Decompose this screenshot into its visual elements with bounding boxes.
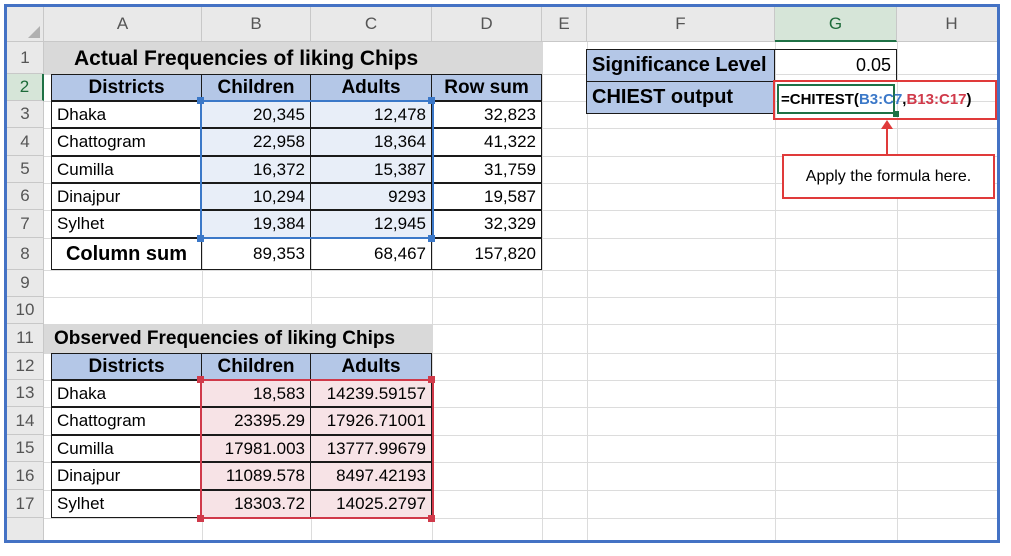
observed-children-cell[interactable]: 18,583 [201,380,311,407]
gridline-h-9 [44,270,1000,271]
actual-column-sum-total[interactable]: 157,820 [431,238,542,270]
observed-children-cell[interactable]: 17981.003 [201,435,311,462]
formula-range-2: B13:C17 [906,90,967,108]
actual-adults-cell[interactable]: 9293 [310,183,432,210]
actual-district-cell[interactable]: Dhaka [51,101,202,128]
observed-adults-cell[interactable]: 14025.2797 [310,490,432,518]
row-header-6[interactable]: 6 [7,183,44,210]
row-header-9[interactable]: 9 [7,270,44,297]
column-header-g[interactable]: G [775,7,897,42]
actual-children-cell[interactable]: 10,294 [201,183,311,210]
formula-highlight-box [773,80,997,120]
spreadsheet-frame [4,4,1000,543]
actual-adults-cell[interactable]: 12,945 [310,210,432,238]
observed-district-cell[interactable]: Sylhet [51,490,202,518]
actual-header-children[interactable]: Children [201,74,311,101]
actual-children-cell[interactable]: 16,372 [201,156,311,183]
actual-adults-cell[interactable]: 18,364 [310,128,432,156]
column-header-h[interactable]: H [897,7,1000,42]
range-handle-icon[interactable] [428,376,435,383]
actual-children-cell[interactable]: 19,384 [201,210,311,238]
actual-adults-cell[interactable]: 15,387 [310,156,432,183]
row-header-7[interactable]: 7 [7,210,44,238]
observed-table-title[interactable]: Observed Frequencies of liking Chips [44,324,433,354]
observed-district-cell[interactable]: Cumilla [51,435,202,462]
actual-column-sum-label[interactable]: Column sum [51,238,202,270]
actual-column-sum-adults[interactable]: 68,467 [310,238,432,270]
row-header-13[interactable]: 13 [7,380,44,407]
actual-row-sum-cell[interactable]: 31,759 [431,156,542,183]
annotation-callout [782,154,995,199]
annotation-text: Apply the formula here. [805,167,972,185]
range-highlight-b3-c7 [200,100,434,239]
row-header-12[interactable]: 12 [7,353,44,380]
range-handle-icon[interactable] [428,235,435,242]
row-header-4[interactable]: 4 [7,128,44,156]
observed-district-cell[interactable]: Chattogram [51,407,202,435]
significance-label[interactable]: Significance Level [586,49,775,82]
range-handle-icon[interactable] [197,97,204,104]
range-highlight-b13-c17 [200,379,434,519]
observed-header-districts[interactable]: Districts [51,353,202,380]
observed-children-cell[interactable]: 18303.72 [201,490,311,518]
row-header-15[interactable]: 15 [7,435,44,462]
formula-suffix: ) [966,90,972,108]
row-header-1[interactable]: 1 [7,42,44,74]
row-header-10[interactable]: 10 [7,297,44,324]
actual-adults-cell[interactable]: 12,478 [310,101,432,128]
column-header-a[interactable]: A [44,7,202,42]
actual-row-sum-cell[interactable]: 41,322 [431,128,542,156]
row-header-11[interactable]: 11 [7,324,44,353]
actual-row-sum-cell[interactable]: 32,329 [431,210,542,238]
observed-district-cell[interactable]: Dinajpur [51,462,202,490]
column-header-d[interactable]: D [432,7,542,42]
range-handle-icon[interactable] [197,515,204,522]
column-header-e[interactable]: E [542,7,587,42]
gridline-h-10 [44,297,1000,298]
range-handle-icon[interactable] [428,97,435,104]
actual-header-adults[interactable]: Adults [310,74,432,101]
range-handle-icon[interactable] [428,515,435,522]
row-header-16[interactable]: 16 [7,462,44,490]
actual-row-sum-cell[interactable]: 19,587 [431,183,542,210]
formula-prefix: =CHITEST( [781,90,859,108]
actual-district-cell[interactable]: Chattogram [51,128,202,156]
row-header-3[interactable]: 3 [7,101,44,128]
gridline-h-18 [44,518,1000,519]
gridline-v-f [587,42,588,543]
select-all-corner[interactable] [7,7,44,42]
observed-adults-cell[interactable]: 17926.71001 [310,407,432,435]
observed-children-cell[interactable]: 11089.578 [201,462,311,490]
observed-adults-cell[interactable]: 14239.59157 [310,380,432,407]
observed-district-cell[interactable]: Dhaka [51,380,202,407]
row-header-5[interactable]: 5 [7,156,44,183]
column-header-c[interactable]: C [311,7,432,42]
range-handle-icon[interactable] [197,376,204,383]
row-header-2[interactable]: 2 [7,74,44,101]
observed-header-children[interactable]: Children [201,353,311,380]
chitest-label[interactable]: CHIEST output [586,81,775,114]
actual-column-sum-children[interactable]: 89,353 [201,238,311,270]
row-header-18-partial[interactable] [7,518,44,543]
row-header-14[interactable]: 14 [7,407,44,435]
significance-value[interactable]: 0.05 [774,49,897,82]
actual-district-cell[interactable]: Dinajpur [51,183,202,210]
range-handle-icon[interactable] [197,235,204,242]
observed-adults-cell[interactable]: 8497.42193 [310,462,432,490]
actual-header-row-sum[interactable]: Row sum [431,74,542,101]
column-header-b[interactable]: B [202,7,311,42]
select-all-triangle-icon [28,26,40,38]
actual-district-cell[interactable]: Sylhet [51,210,202,238]
actual-row-sum-cell[interactable]: 32,823 [431,101,542,128]
formula-separator: , [902,90,907,108]
observed-adults-cell[interactable]: 13777.99679 [310,435,432,462]
actual-district-cell[interactable]: Cumilla [51,156,202,183]
row-header-8[interactable]: 8 [7,238,44,270]
row-header-17[interactable]: 17 [7,490,44,518]
actual-table-title[interactable]: Actual Frequencies of liking Chips [44,42,543,75]
actual-children-cell[interactable]: 20,345 [201,101,311,128]
formula-range-1: B3:C7 [858,90,903,108]
gridline-v-e [542,42,543,543]
column-header-f[interactable]: F [587,7,775,42]
observed-children-cell[interactable]: 23395.29 [201,407,311,435]
observed-header-adults[interactable]: Adults [310,353,432,380]
actual-header-districts[interactable]: Districts [51,74,202,101]
actual-children-cell[interactable]: 22,958 [201,128,311,156]
